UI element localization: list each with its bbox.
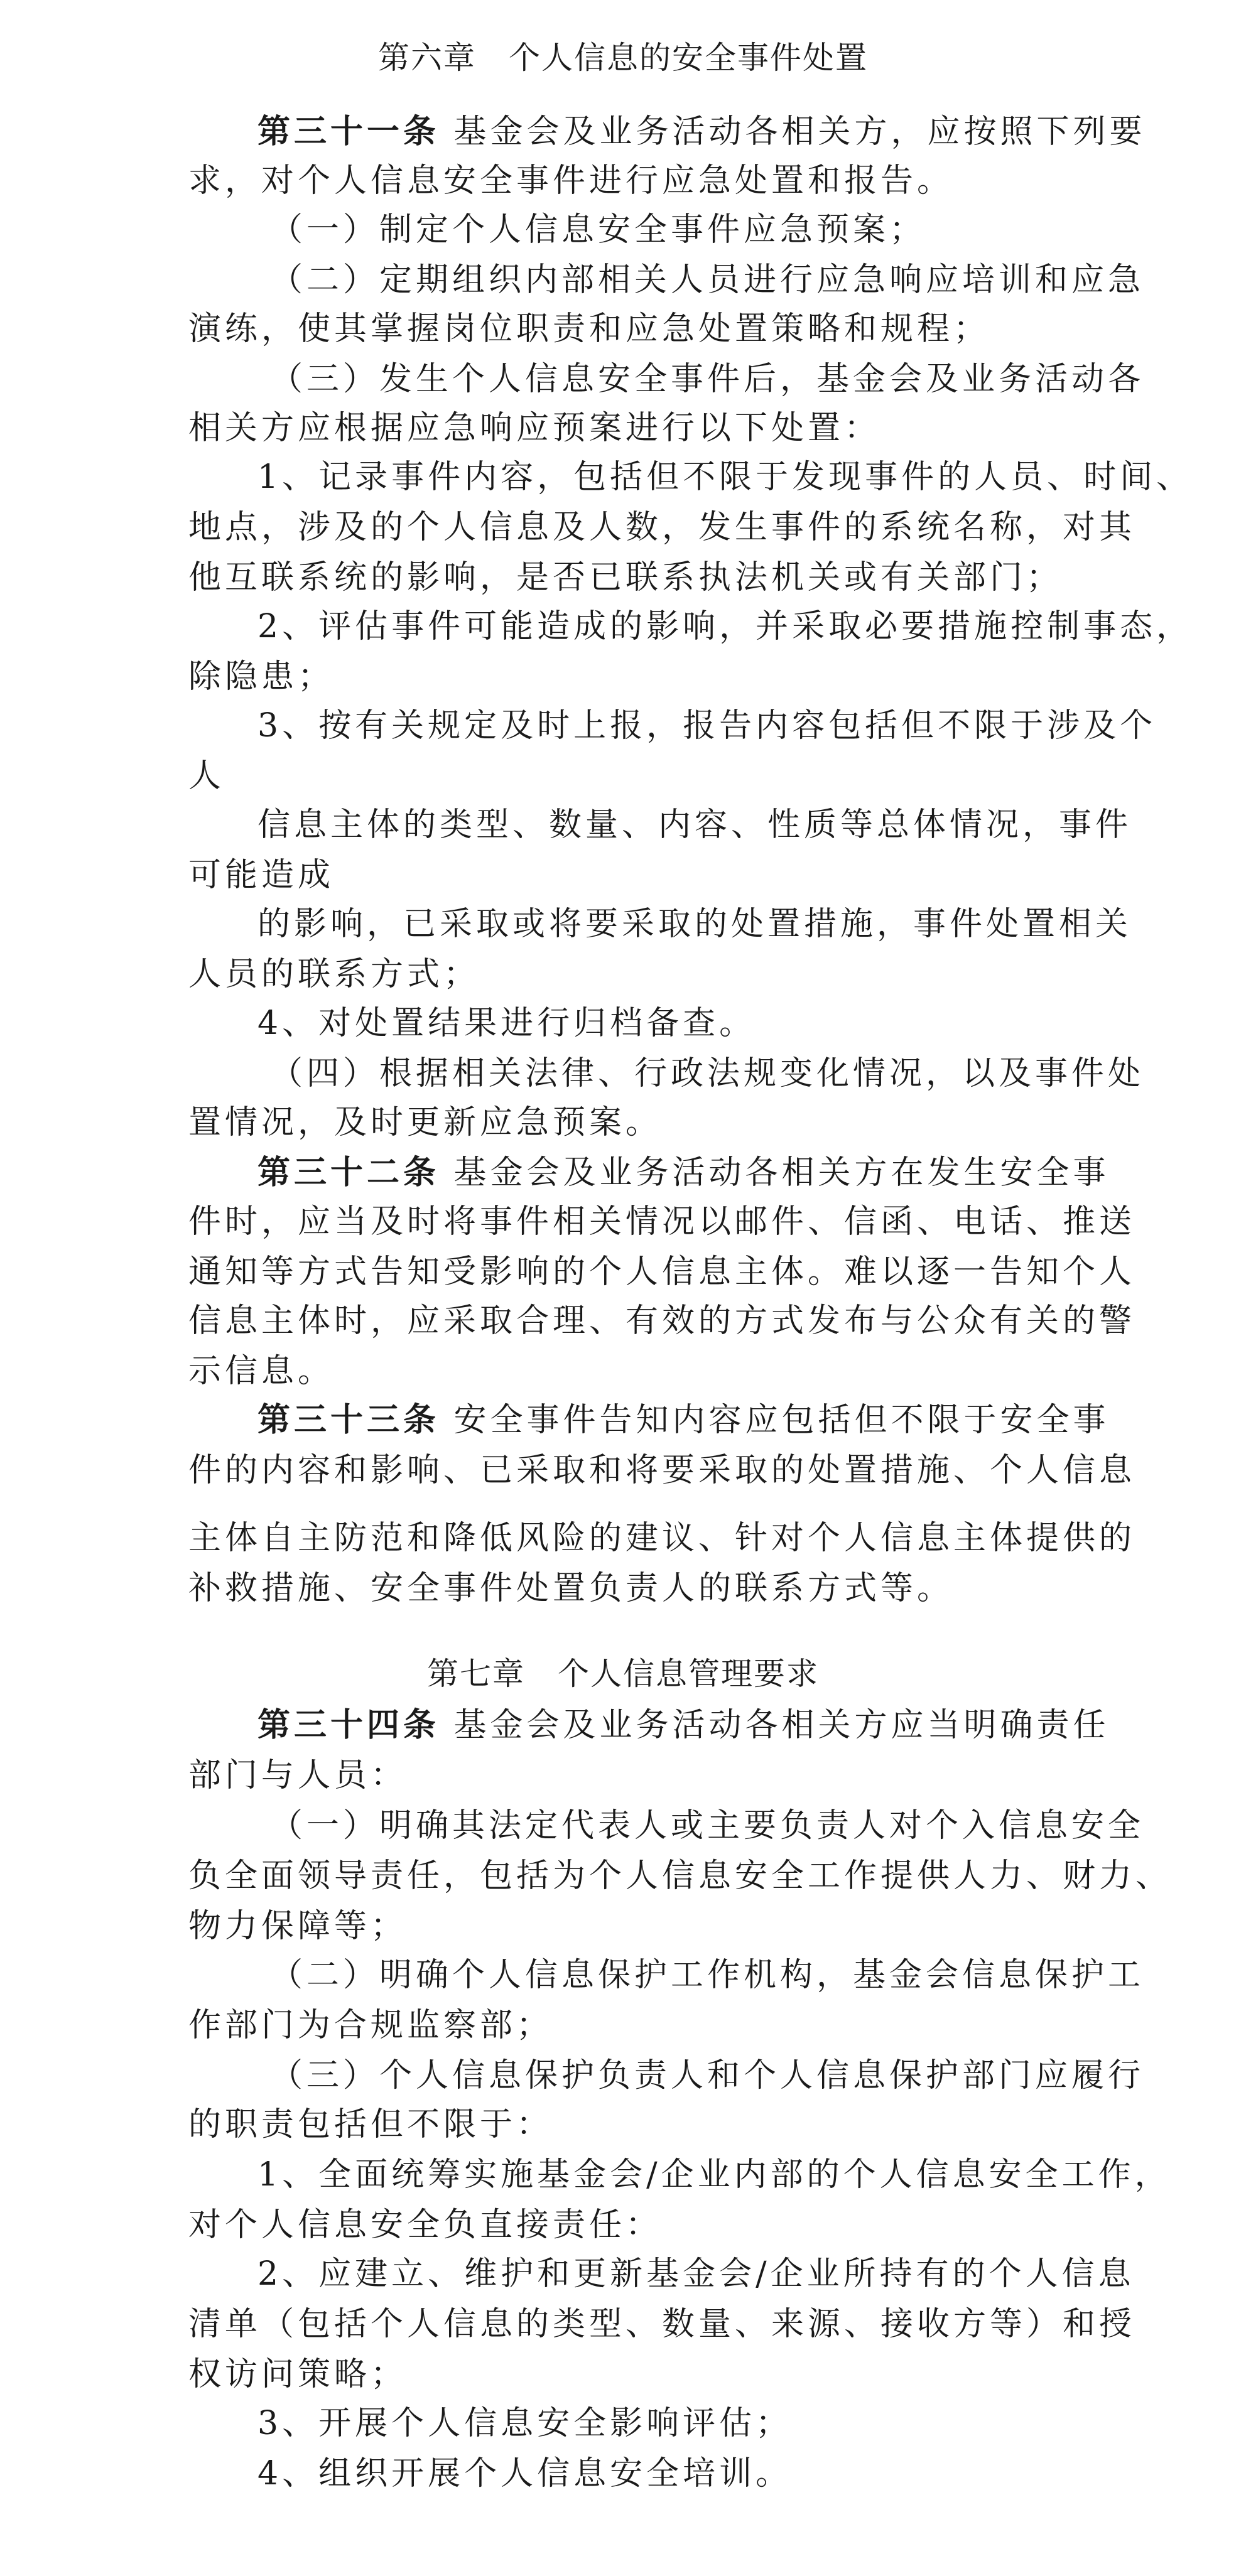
- article-32-heading: 第三十二条: [257, 1153, 440, 1192]
- article-32-line-4: 信息主体时，应采取合理、有效的方式发布与公众有关的警: [188, 1302, 1136, 1340]
- ch7-sub-3: 3、开展个人信息安全影响评估；: [257, 2405, 793, 2442]
- item-3-line-1: （三）发生个人信息安全事件后，基金会及业务活动各: [270, 360, 1145, 398]
- sub-1-line-3: 他互联系统的影响，是否已联系执法机关或有关部门；: [188, 559, 1063, 596]
- sub-3-line-6: 人员的联系方式；: [188, 956, 480, 993]
- ch7-item-2-line-2: 作部门为合规监察部；: [188, 2007, 553, 2044]
- article-32-line-3: 通知等方式告知受影响的个人信息主体。难以逐一告知个人: [188, 1253, 1136, 1291]
- article-31-heading: 第三十一条: [257, 112, 440, 151]
- ch7-sub-2-line-2: 清单（包括个人信息的类型、数量、来源、接收方等）和授: [188, 2305, 1136, 2343]
- sub-1-line-2: 地点，涉及的个人信息及人数，发生事件的系统名称，对其: [188, 509, 1136, 546]
- item-2-line-1: （二）定期组织内部相关人员进行应急响应培训和应急: [270, 261, 1145, 299]
- article-33-line-1: [257, 1400, 1137, 1440]
- item-1: （一）制定个人信息安全事件应急预案；: [270, 211, 926, 249]
- chapter-7-title: 第七章 个人信息管理要求: [427, 1656, 819, 1692]
- article-33-line-3: 主体自主防范和降低风险的建议、针对个人信息主体提供的: [188, 1519, 1136, 1557]
- article-32-text-1: 基金会及业务活动各相关方在发生安全事: [440, 1154, 1110, 1192]
- ch7-item-1-line-3: 物力保障等；: [188, 1907, 408, 1945]
- ch7-item-1-line-2: 负全面领导责任，包括为个人信息安全工作提供人力、财力、: [188, 1857, 1173, 1895]
- ch7-sub-4: 4、组织开展个人信息安全培训。: [257, 2455, 793, 2492]
- article-34-text-1: 基金会及业务活动各相关方应当明确责任: [440, 1706, 1110, 1744]
- sub-3-line-1: 3、按有关规定及时上报，报告内容包括但不限于涉及个: [257, 707, 1157, 745]
- sub-3-line-4: 可能造成: [188, 856, 335, 894]
- ch7-sub-2-line-1: 2、应建立、维护和更新基金会/企业所持有的个人信息: [257, 2255, 1135, 2293]
- article-33-text-1: 安全事件告知内容应包括但不限于安全事: [440, 1401, 1110, 1439]
- article-33-heading: 第三十三条: [257, 1401, 440, 1439]
- sub-2-line-1: 2、评估事件可能造成的影响，并采取必要措施控制事态，: [257, 608, 1193, 645]
- article-32-line-2: 件时，应当及时将事件相关情况以邮件、信函、电话、推送: [188, 1203, 1136, 1241]
- ch7-sub-2-line-3: 权访问策略；: [188, 2356, 408, 2393]
- article-32-line-5: 示信息。: [188, 1352, 335, 1390]
- ch7-sub-1-line-1: 1、全面统筹实施基金会/企业内部的个人信息安全工作，: [257, 2156, 1171, 2194]
- item-3-line-2: 相关方应根据应急响应预案进行以下处置：: [188, 409, 881, 447]
- article-31-line-2: 求，对个人信息安全事件进行应急处置和报告。: [188, 162, 954, 200]
- article-33-line-2: 件的内容和影响、已采取和将要采取的处置措施、个人信息: [188, 1452, 1136, 1489]
- sub-4: 4、对处置结果进行归档备查。: [257, 1005, 756, 1042]
- ch7-item-3-line-1: （三）个人信息保护负责人和个人信息保护部门应履行: [270, 2057, 1145, 2094]
- sub-3-line-3: 信息主体的类型、数量、内容、性质等总体情况，事件: [257, 806, 1132, 844]
- article-33-line-4: 补救措施、安全事件处置负责人的联系方式等。: [188, 1570, 954, 1607]
- item-4-line-2: 置情况，及时更新应急预案。: [188, 1104, 663, 1141]
- sub-1-line-1: 1、记录事件内容，包括但不限于发现事件的人员、时间、: [257, 458, 1193, 496]
- sub-2-line-2: 除隐患；: [188, 658, 335, 696]
- ch7-item-2-line-1: （二）明确个人信息保护工作机构，基金会信息保护工: [270, 1956, 1145, 1994]
- article-34-line-2: 部门与人员：: [188, 1757, 408, 1794]
- item-4-line-1: （四）根据相关法律、行政法规变化情况，以及事件处: [270, 1055, 1145, 1092]
- article-34-line-1: [257, 1705, 1137, 1745]
- chapter-6-title: 第六章 个人信息的安全事件处置: [378, 40, 868, 76]
- article-31-text-1: 基金会及业务活动各相关方，应按照下列要: [440, 113, 1146, 151]
- sub-3-line-5: 的影响，已采取或将要采取的处置措施，事件处置相关: [257, 905, 1132, 943]
- ch7-sub-1-line-2: 对个人信息安全负直接责任：: [188, 2206, 663, 2244]
- sub-3-line-2: 人: [188, 757, 225, 795]
- article-34-heading: 第三十四条: [257, 1706, 440, 1744]
- item-2-line-2: 演练，使其掌握岗位职责和应急处置策略和规程；: [188, 310, 990, 348]
- article-31-line-1: [257, 112, 1146, 152]
- ch7-item-3-line-2: 的职责包括但不限于：: [188, 2106, 553, 2143]
- article-32-line-1: [257, 1153, 1137, 1193]
- ch7-item-1-line-1: （一）明确其法定代表人或主要负责人对个入信息安全: [270, 1807, 1145, 1845]
